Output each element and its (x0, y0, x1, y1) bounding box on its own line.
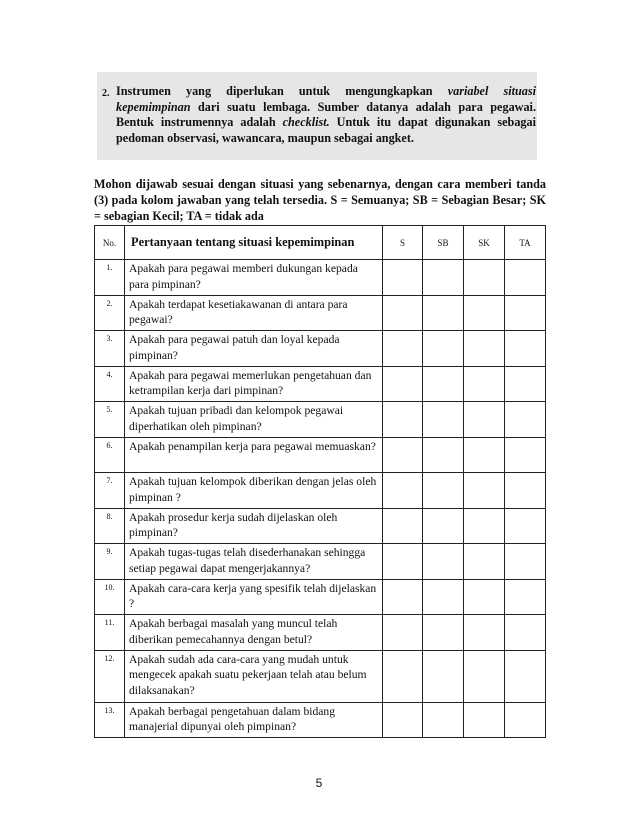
answer-cell-sk[interactable] (464, 402, 505, 438)
table-row (95, 508, 546, 544)
checklist-table (94, 225, 546, 738)
header-ta: TA (505, 226, 546, 260)
answer-cell-s[interactable] (383, 260, 423, 296)
answer-cell-s[interactable] (383, 650, 423, 702)
table-row (95, 260, 546, 296)
question-text: Apakah sudah ada cara-cara yang mudah untuk mengecek apakah suatu pekerjaan telah atau belum dilaksanakan? (125, 650, 383, 702)
row-number: 9. (95, 544, 125, 580)
answer-cell-sk[interactable] (464, 579, 505, 615)
answer-cell-sk[interactable] (464, 544, 505, 580)
question-text: Apakah berbagai pengetahuan dalam bidang manajerial dipunyai oleh pimpinan? (125, 702, 383, 738)
answer-cell-sk[interactable] (464, 437, 505, 473)
row-number: 12. (95, 650, 125, 702)
row-number: 6. (95, 437, 125, 473)
answer-cell-sb[interactable] (423, 702, 464, 738)
info-text-italic: variabel situasi kepemimpinan (116, 84, 536, 114)
header-question: Pertanyaan tentang situasi kepemimpinan (125, 226, 383, 260)
answer-cell-ta[interactable] (505, 579, 546, 615)
row-number: 11. (95, 615, 125, 651)
info-box (97, 72, 537, 160)
row-number: 1. (95, 260, 125, 296)
instructions-part: Mohon dijawab sesuai dengan situasi yang sebenarnya, dengan cara memberi tanda ( (94, 177, 546, 207)
answer-cell-sk[interactable] (464, 260, 505, 296)
question-text: Apakah cara-cara kerja yang spesifik telah dijelaskan ? (125, 579, 383, 615)
question-text: Apakah prosedur kerja sudah dijelaskan oleh pimpinan? (125, 508, 383, 544)
answer-cell-sb[interactable] (423, 402, 464, 438)
row-number: 4. (95, 366, 125, 402)
answer-cell-sk[interactable] (464, 366, 505, 402)
answer-cell-ta[interactable] (505, 295, 546, 331)
answer-cell-sk[interactable] (464, 473, 505, 509)
header-no: No. (95, 226, 125, 260)
answer-cell-ta[interactable] (505, 331, 546, 367)
answer-cell-sb[interactable] (423, 366, 464, 402)
answer-cell-s[interactable] (383, 579, 423, 615)
answer-cell-sk[interactable] (464, 295, 505, 331)
answer-cell-sb[interactable] (423, 579, 464, 615)
answer-cell-ta[interactable] (505, 437, 546, 473)
answer-cell-ta[interactable] (505, 615, 546, 651)
answer-cell-s[interactable] (383, 473, 423, 509)
question-text: Apakah para pegawai memerlukan pengetahuan dan ketrampilan kerja dari pimpinan? (125, 366, 383, 402)
question-text: Apakah tugas-tugas telah disederhanakan sehingga setiap pegawai dapat mengerjakannya? (125, 544, 383, 580)
answer-cell-sb[interactable] (423, 260, 464, 296)
answer-cell-s[interactable] (383, 331, 423, 367)
answer-cell-s[interactable] (383, 437, 423, 473)
question-text: Apakah berbagai masalah yang muncul telah diberikan pemecahannya dengan betul? (125, 615, 383, 651)
answer-cell-s[interactable] (383, 615, 423, 651)
header-sk: SK (464, 226, 505, 260)
row-number: 8. (95, 508, 125, 544)
table-row (95, 366, 546, 402)
table-row (95, 544, 546, 580)
answer-cell-ta[interactable] (505, 544, 546, 580)
answer-cell-sk[interactable] (464, 508, 505, 544)
page-number: 5 (315, 776, 323, 790)
answer-cell-sk[interactable] (464, 702, 505, 738)
table-row (95, 702, 546, 738)
row-number: 3. (95, 331, 125, 367)
row-number: 5. (95, 402, 125, 438)
question-text: Apakah para pegawai memberi dukungan kepada para pimpinan? (125, 260, 383, 296)
answer-cell-sb[interactable] (423, 650, 464, 702)
question-text: Apakah penampilan kerja para pegawai memuaskan? (125, 437, 383, 473)
answer-cell-s[interactable] (383, 366, 423, 402)
info-text (116, 84, 536, 146)
answer-cell-sk[interactable] (464, 650, 505, 702)
table-row (95, 473, 546, 509)
table-row (95, 295, 546, 331)
question-text: Apakah tujuan kelompok diberikan dengan jelas oleh pimpinan ? (125, 473, 383, 509)
info-text-italic: checklist. (282, 115, 330, 129)
table-row (95, 437, 546, 473)
question-text: Apakah tujuan pribadi dan kelompok pegawai diperhatikan oleh pimpinan? (125, 402, 383, 438)
info-text-part: dari suatu lembaga. Sumber datanya adalah para pegawai. Bentuk instrumennya adalah (116, 99, 536, 129)
answer-cell-sb[interactable] (423, 615, 464, 651)
answer-cell-sb[interactable] (423, 473, 464, 509)
row-number: 7. (95, 473, 125, 509)
info-text-part: Untuk itu dapat digunakan sebagai pedoman observasi, wawancara, maupun sebagai angket. (116, 115, 536, 145)
table-row (95, 579, 546, 615)
answer-cell-sb[interactable] (423, 437, 464, 473)
question-text: Apakah terdapat kesetiakawanan di antara para pegawai? (125, 295, 383, 331)
table-row (95, 615, 546, 651)
answer-cell-sb[interactable] (423, 544, 464, 580)
answer-cell-s[interactable] (383, 295, 423, 331)
row-number: 13. (95, 702, 125, 738)
table-row (95, 650, 546, 702)
instructions (94, 176, 546, 224)
instructions-part: ) pada kolom jawaban yang telah tersedia. S = Semuanya; SB = Sebagian Besar; SK = sebagian Kecil; TA = tidak ada (94, 193, 546, 223)
item-number: 2. (102, 88, 110, 99)
row-number: 2. (95, 295, 125, 331)
answer-cell-sk[interactable] (464, 331, 505, 367)
table-row (95, 402, 546, 438)
row-number: 10. (95, 579, 125, 615)
check-mark: 3 (98, 193, 105, 207)
answer-cell-s[interactable] (383, 702, 423, 738)
table-row (95, 331, 546, 367)
answer-cell-ta[interactable] (505, 702, 546, 738)
answer-cell-sb[interactable] (423, 295, 464, 331)
header-sb: SB (423, 226, 464, 260)
question-text: Apakah para pegawai patuh dan loyal kepada pimpinan? (125, 331, 383, 367)
answer-cell-s[interactable] (383, 402, 423, 438)
answer-cell-ta[interactable] (505, 260, 546, 296)
answer-cell-s[interactable] (383, 508, 423, 544)
answer-cell-ta[interactable] (505, 366, 546, 402)
answer-cell-s[interactable] (383, 544, 423, 580)
header-s: S (383, 226, 423, 260)
answer-cell-ta[interactable] (505, 402, 546, 438)
answer-cell-ta[interactable] (505, 473, 546, 509)
answer-cell-sb[interactable] (423, 508, 464, 544)
table-header-row (95, 226, 546, 260)
info-text-part: Instrumen yang diperlukan untuk mengungkapkan (116, 84, 448, 98)
answer-cell-ta[interactable] (505, 650, 546, 702)
answer-cell-ta[interactable] (505, 508, 546, 544)
answer-cell-sb[interactable] (423, 331, 464, 367)
answer-cell-sk[interactable] (464, 615, 505, 651)
